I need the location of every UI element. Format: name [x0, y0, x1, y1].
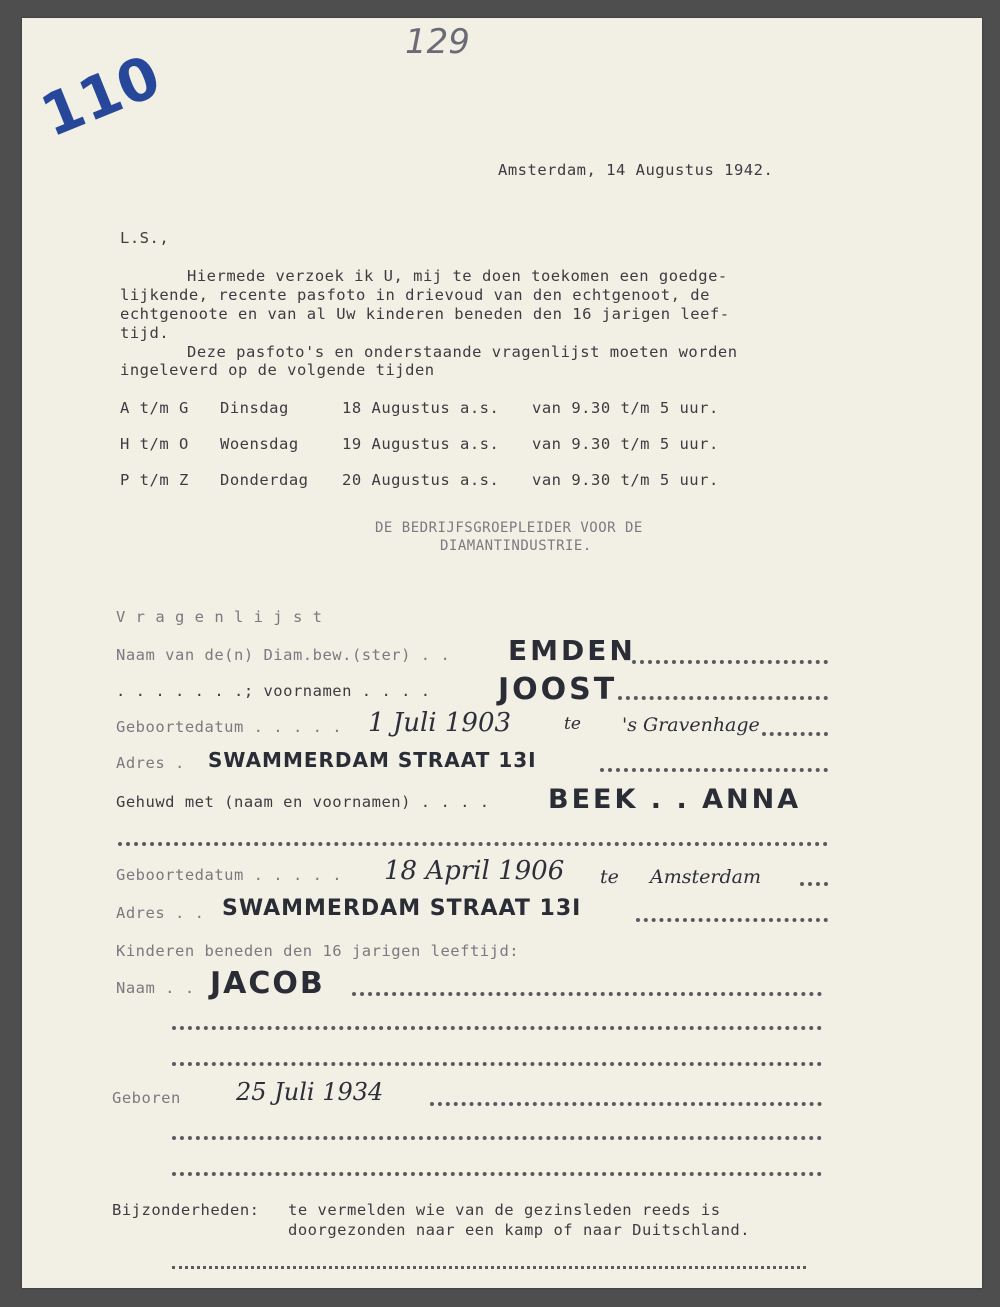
birthdate-label: Geboortedatum . . . . . — [116, 718, 343, 736]
birthplace-value: 's Gravenhage — [622, 714, 760, 736]
child-born-label: Geboren — [112, 1089, 181, 1107]
children-label: Kinderen beneden den 16 jarigen leeftijd: — [116, 942, 520, 960]
blue-archive-number: 110 — [31, 41, 170, 151]
para1-line3: echtgenoote en van al Uw kinderen beneden den 16 jarigen leef- — [120, 305, 730, 323]
signature-line1: DE BEDRIJFSGROEPLEIDER VOOR DE — [375, 520, 643, 536]
child-name-label: Naam . . — [116, 979, 195, 997]
dotted-line — [352, 992, 822, 996]
schedule-date: 19 Augustus a.s. — [342, 435, 500, 453]
para2-line1: Deze pasfoto's en onderstaande vragenlijst moeten worden — [187, 343, 738, 361]
spouse-address-label: Adres . . — [116, 904, 205, 922]
schedule-time: van 9.30 t/m 5 uur. — [532, 435, 719, 453]
remarks-line1: te vermelden wie van de gezinsleden reeds is — [288, 1201, 721, 1219]
dotted-line — [172, 1136, 822, 1140]
salutation: L.S., — [120, 229, 170, 247]
dotted-line — [618, 696, 828, 700]
remarks-label: Bijzonderheden: — [112, 1201, 260, 1219]
dotted-line — [430, 1102, 822, 1106]
dotted-line — [172, 1062, 822, 1066]
schedule-day: Woensdag — [220, 435, 299, 453]
dotted-line — [118, 842, 828, 846]
schedule-range: H t/m O — [120, 435, 189, 453]
para1-line2: lijkende, recente pasfoto in drievoud van den echtgenoot, de — [120, 286, 710, 304]
schedule-day: Donderdag — [220, 471, 309, 489]
para2-line2: ingeleverd op de volgende tijden — [120, 361, 435, 379]
dotted-line — [172, 1026, 822, 1030]
surname-value: EMDEN — [508, 634, 636, 667]
remarks-line2: doorgezonden naar een kamp of naar Duitschland. — [288, 1221, 751, 1239]
schedule-date: 20 Augustus a.s. — [342, 471, 500, 489]
address-value: SWAMMERDAM STRAAT 13I — [208, 748, 537, 772]
dotted-line — [172, 1172, 822, 1176]
child-name-value: JACOB — [210, 966, 325, 1001]
schedule-time: van 9.30 t/m 5 uur. — [532, 471, 719, 489]
signature-line2: DIAMANTINDUSTRIE. — [440, 538, 592, 554]
surname-label: Naam van de(n) Diam.bew.(ster) . . — [116, 646, 451, 664]
birthdate-value: 1 Juli 1903 — [368, 708, 512, 738]
schedule-range: P t/m Z — [120, 471, 189, 489]
form-title: V r a g e n l i j s t — [116, 608, 323, 626]
dotted-line — [800, 882, 828, 886]
dateline: Amsterdam, 14 Augustus 1942. — [498, 161, 774, 179]
dotted-line — [762, 732, 828, 736]
spouse-birthplace-value: Amsterdam — [650, 866, 761, 888]
schedule-range: A t/m G — [120, 399, 189, 417]
birthplace-prefix: te — [564, 714, 581, 734]
para1-line1: Hiermede verzoek ik U, mij te doen toekomen een goedge- — [187, 267, 728, 285]
spouse-address-value: SWAMMERDAM STRAAT 13I — [222, 896, 582, 921]
pencil-page-number: 129 — [405, 22, 470, 62]
dotted-line — [600, 768, 828, 772]
dotted-line — [632, 660, 828, 664]
given-names-label: . . . . . . .; voornamen . . . . — [116, 682, 431, 700]
schedule-day: Dinsdag — [220, 399, 289, 417]
child-born-value: 25 Juli 1934 — [236, 1078, 384, 1106]
spouse-birthplace-prefix: te — [600, 866, 619, 888]
spouse-birthdate-label: Geboortedatum . . . . . — [116, 866, 343, 884]
schedule-date: 18 Augustus a.s. — [342, 399, 500, 417]
schedule-time: van 9.30 t/m 5 uur. — [532, 399, 719, 417]
spouse-value: BEEK . . ANNA — [548, 784, 802, 815]
spouse-label: Gehuwd met (naam en voornamen) . . . . — [116, 793, 490, 811]
given-names-value: JOOST — [498, 672, 618, 707]
para1-line4: tijd. — [120, 324, 170, 342]
dotted-line — [172, 1266, 806, 1269]
spouse-birthdate-value: 18 April 1906 — [384, 856, 565, 886]
dotted-line — [636, 918, 828, 922]
address-label: Adres . — [116, 754, 185, 772]
